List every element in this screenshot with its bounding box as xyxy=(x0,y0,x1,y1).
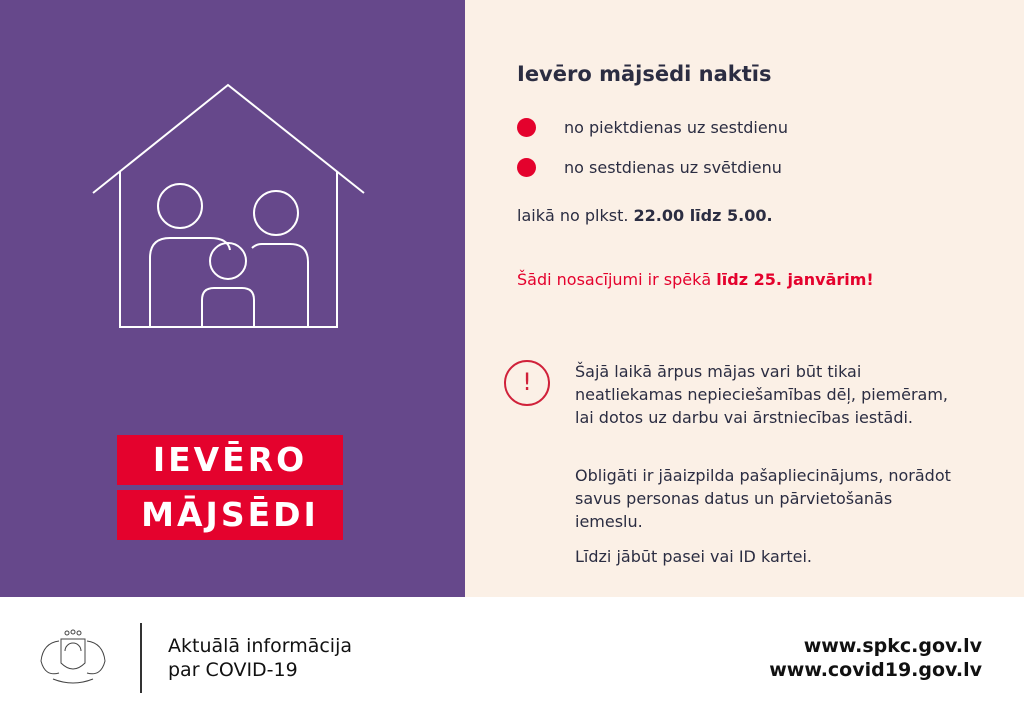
bullet-text: no piektdienas uz sestdienu xyxy=(564,118,788,137)
url-spkc[interactable]: www.spkc.gov.lv xyxy=(803,635,982,657)
footer-divider xyxy=(140,623,142,693)
paragraph: Līdzi jābūt pasei vai ID kartei. xyxy=(575,547,812,566)
footer-info xyxy=(168,634,352,682)
paragraph: Šajā laikā ārpus mājas vari būt tikai neatliekamas nepieciešamības dēļ, piemēram, lai dotos uz darbu vai ārstniecības iestādi. xyxy=(575,362,949,427)
time-value: 22.00 līdz 5.00. xyxy=(633,206,773,225)
left-panel xyxy=(0,0,465,597)
footer-urls xyxy=(769,634,982,682)
bullet-text: no sestdienas uz svētdienu xyxy=(564,158,782,177)
bullet-item xyxy=(517,158,782,177)
bullet-item xyxy=(517,118,788,137)
url-covid19[interactable]: www.covid19.gov.lv xyxy=(769,659,982,681)
time-text xyxy=(517,206,773,225)
bullet-dot-icon xyxy=(517,118,536,137)
warning-icon: ! xyxy=(504,360,550,406)
banner-line-2: MĀJSĒDI xyxy=(117,490,343,540)
banner-line-1: IEVĒRO xyxy=(117,435,343,485)
heading: Ievēro mājsēdi naktīs xyxy=(517,62,772,86)
footer xyxy=(0,597,1024,723)
validity-date: līdz 25. janvārim! xyxy=(716,270,874,289)
validity-text xyxy=(517,270,874,289)
house-family-icon xyxy=(88,80,370,332)
validity-prefix: Šādi nosacījumi ir spēkā xyxy=(517,270,717,289)
bullet-dot-icon xyxy=(517,158,536,177)
time-prefix: laikā no plkst. xyxy=(517,206,634,225)
info-line-2: par COVID-19 xyxy=(168,659,298,681)
latvia-coat-of-arms-logo xyxy=(33,627,113,689)
info-line-1: Aktuālā informācija xyxy=(168,635,353,657)
paragraph: Obligāti ir jāaizpilda pašapliecinājums, norādot savus personas datus un pārvietošanās iemeslu. xyxy=(575,466,951,531)
